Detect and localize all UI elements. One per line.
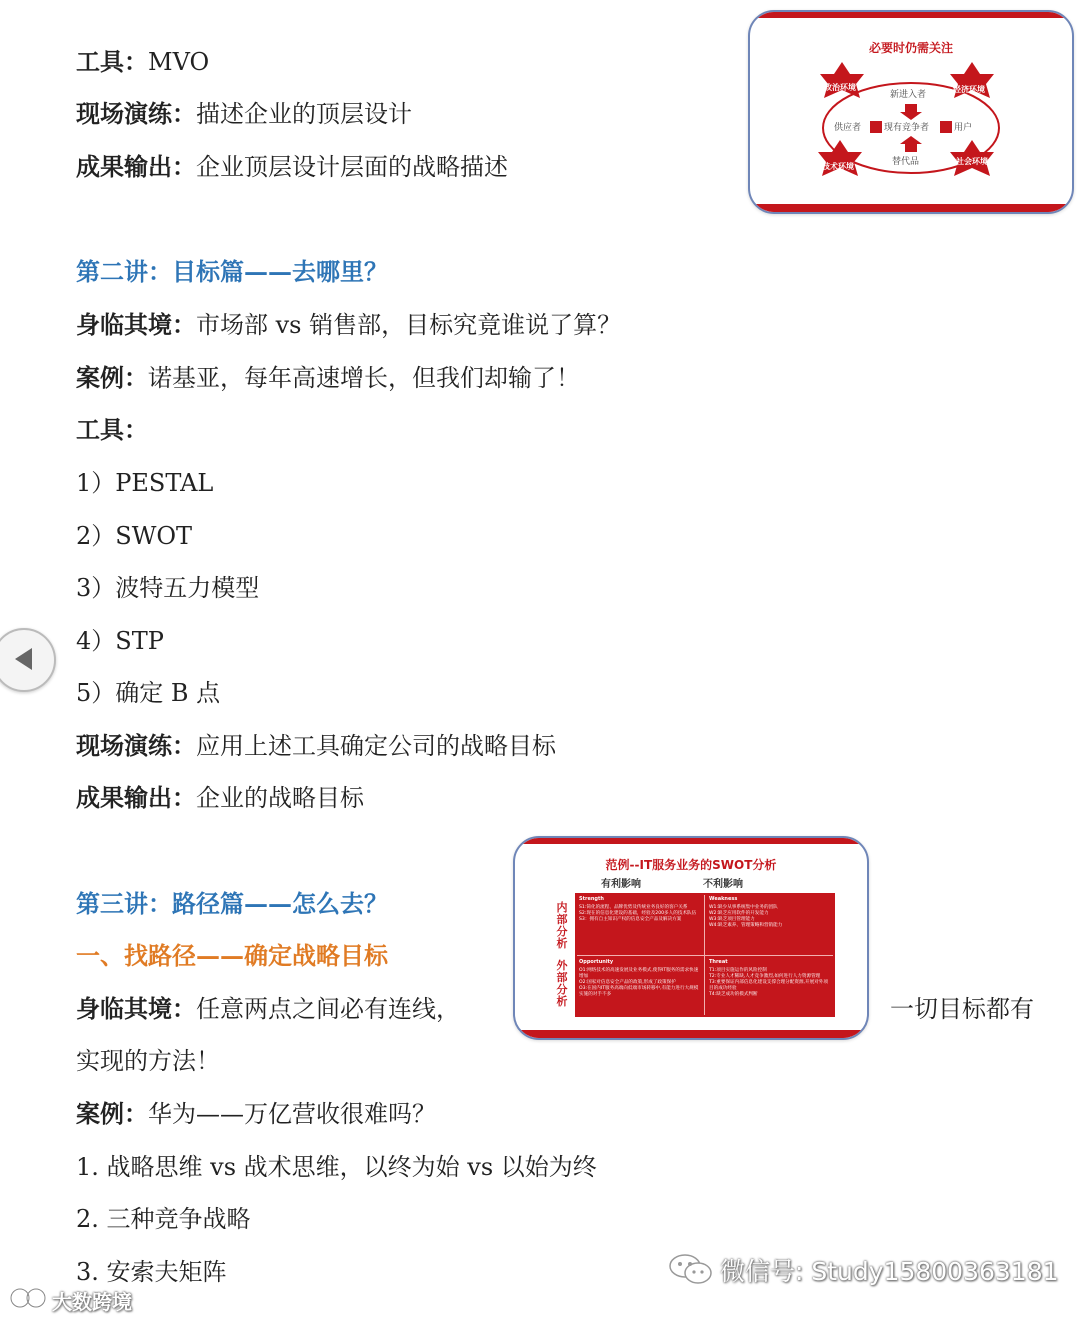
- strength-cell: Strength S1:简化的流程、品牌优势及传统业务良好的客户关系 S2:现在的信息化建设的基础，经验及200多人的技术队伍 S3：拥有自主知识产权的信息安全产品及解决方案: [579, 896, 697, 922]
- opportunity-cell: Opportunity O1:网络技术的高速发展及业务模式,使得IT服务的需求快速增加 O2:国家对信息安全产品的政策,形成了政策保护 O3:在国内IT服务高端向低端市场转移中,有能力进行大规模实施的对手不多: [579, 959, 699, 997]
- list-item: 2. 三种竞争战略: [76, 1205, 251, 1233]
- brand-logo-icon: [8, 1284, 50, 1312]
- list-item: 1. 战略思维 vs 战术思维，以终为始 vs 以始为终: [76, 1153, 597, 1181]
- lecture3-situation-end: 实现的方法！: [76, 1047, 220, 1075]
- chevron-left-icon: [12, 646, 34, 672]
- substitutes-label: 替代品: [892, 157, 920, 167]
- five-forces-slide-image[interactable]: [748, 10, 1074, 214]
- customers-label: 用户: [954, 123, 973, 133]
- lecture2-situation: 身临其境：市场部 vs 销售部，目标究竟谁说了算？: [76, 310, 622, 339]
- competitors-label: 现有竞争者: [884, 123, 930, 133]
- lecture2-practice: 现场演练：应用上述工具确定公司的战略目标: [76, 731, 556, 760]
- lecture3-title: 第三讲：路径篇——怎么去？: [76, 889, 388, 918]
- swot-slide-image[interactable]: [513, 836, 869, 1040]
- slide-bottom-bar: [515, 1030, 867, 1038]
- brand-watermark: 大数跨境: [52, 1290, 132, 1314]
- economic-tag: 经济环境: [953, 85, 985, 94]
- unfavorable-label: 不利影响: [703, 879, 743, 890]
- tool-item: 1）PESTAL: [76, 469, 214, 497]
- threat-cell: Threat T1:项目实施运作的风险控制 T2:专业人才稀缺,人才竞争激烈,如何进行人力资源管理 T3:重要保证内部信息化建设支撑合理分配资源,开展对外项目的成功经验 T4:缺乏成功的模式判断: [709, 959, 828, 997]
- swot-slide-title: 范例--IT服务业务的SWOT分析: [605, 858, 777, 872]
- tool-item: 4）STP: [76, 627, 164, 655]
- suppliers-label: 供应者: [834, 123, 862, 133]
- favorable-label: 有利影响: [601, 879, 641, 890]
- political-tag: 政治环境: [824, 83, 856, 92]
- swot-grid: [575, 893, 835, 1017]
- list-item: 3. 安索夫矩阵: [76, 1258, 227, 1286]
- external-analysis-label: 外部分析: [556, 959, 568, 1008]
- tool-item: 3）波特五力模型: [76, 574, 260, 602]
- slide-bottom-bar: [750, 204, 1072, 212]
- five-forces-diagram: [750, 12, 1072, 212]
- grid-divider: [577, 955, 833, 956]
- tool-item: 5）确定 B 点: [76, 679, 221, 707]
- wechat-watermark: 微信号: Study15800363181: [720, 1257, 1059, 1286]
- lecture3-case: 案例：华为——万亿营收很难吗？: [76, 1099, 436, 1128]
- lecture3-subtitle: 一、找路径——确定战略目标: [76, 941, 388, 970]
- entrants-label: 新进入者: [890, 90, 927, 100]
- forces-slide-title: 必要时仍需关注: [868, 41, 953, 55]
- internal-analysis-label: 内部分析: [556, 901, 568, 950]
- lecture3-situation: 身临其境：任意两点之间必有连线，: [76, 994, 460, 1023]
- practice-line-1: 现场演练：描述企业的顶层设计: [76, 99, 412, 128]
- lecture2-case: 案例：诺基亚，每年高速增长，但我们却输了！: [76, 363, 580, 392]
- slide-top-bar: [515, 838, 867, 844]
- social-tag: 社会环境: [956, 157, 988, 166]
- lecture2-tools-label: 工具：: [76, 415, 148, 444]
- previous-page-button[interactable]: [0, 628, 56, 692]
- tools-line-mvo: 工具：MVO: [76, 47, 210, 76]
- tool-item: 2）SWOT: [76, 522, 193, 550]
- wechat-logo-icon: [668, 1252, 714, 1286]
- weakness-cell: Weakness W1:缺少从事系统集中业务的团队 W2:缺乏应用软件的开发能力 W3:缺乏项目管理能力 W4:缺乏素养、管理策略和营销能力: [709, 896, 783, 928]
- output-line-1: 成果输出：企业顶层设计层面的战略描述: [76, 152, 508, 181]
- lecture2-title: 第二讲：目标篇——去哪里？: [76, 257, 388, 286]
- lecture3-situation-continued: 一切目标都有: [890, 995, 1034, 1023]
- lecture2-output: 成果输出：企业的战略目标: [76, 783, 364, 812]
- technology-tag: 技术环境: [822, 162, 854, 171]
